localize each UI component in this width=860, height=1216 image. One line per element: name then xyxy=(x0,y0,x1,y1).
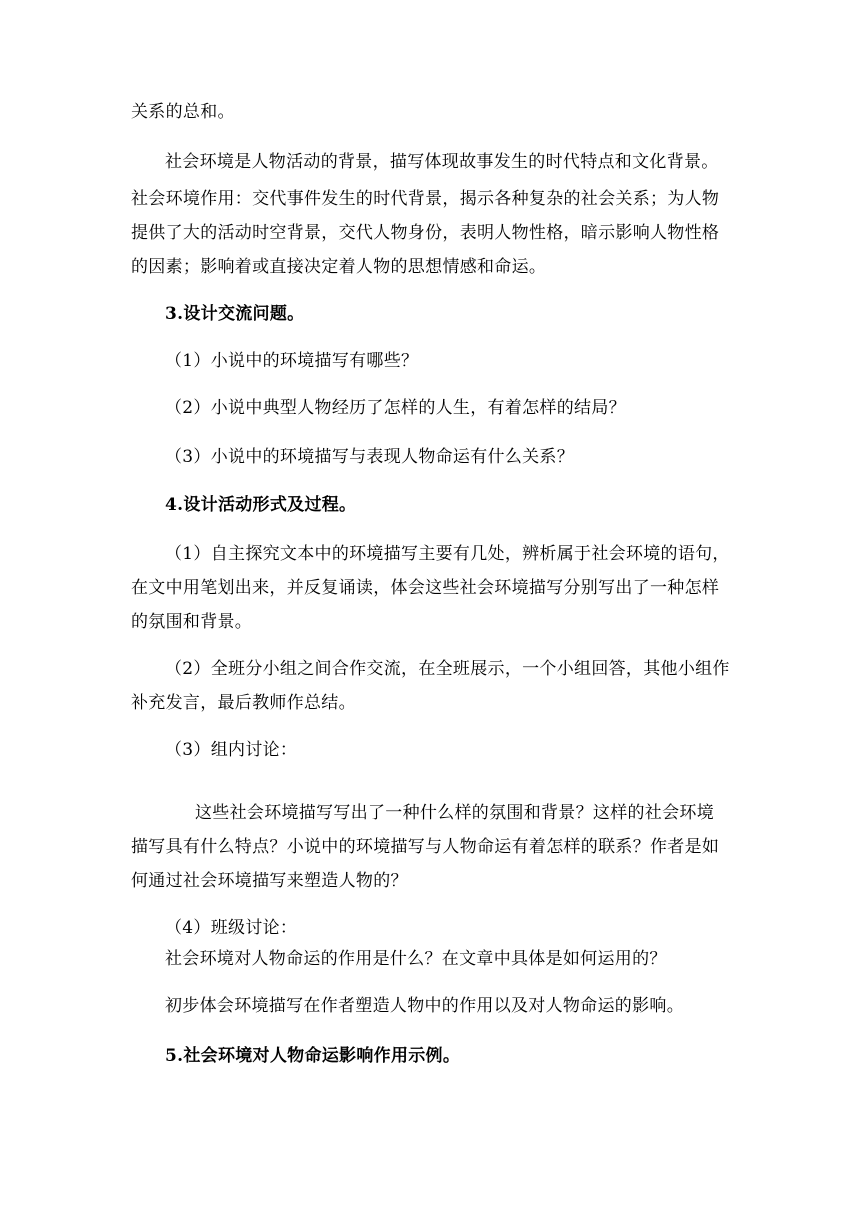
text-line: （3）组内讨论： xyxy=(165,740,298,760)
text-line: 社会环境对人物命运的作用是什么？在文章中具体是如何运用的？ xyxy=(165,949,667,969)
text-line: （1）自主探究文本中的环境描写主要有几处，辨析属于社会环境的语句， xyxy=(165,544,730,564)
text-line: 社会环境是人物活动的背景，描写体现故事发生的时代特点和文化背景。 xyxy=(165,152,719,172)
text-line: （4）班级讨论： xyxy=(165,918,298,938)
text-line: 描写具有什么特点？小说中的环境描写与人物命运有着怎样的联系？作者是如 xyxy=(131,837,720,857)
text-line: 补充发言，最后教师作总结。 xyxy=(131,693,356,713)
question-item: （1）小说中的环境描写有哪些？ xyxy=(165,351,419,371)
section-heading: 4.设计活动形式及过程。 xyxy=(165,495,357,515)
text-line: 何通过社会环境描写来塑造人物的？ xyxy=(131,871,408,891)
question-item: （3）小说中的环境描写与表现人物命运有什么关系？ xyxy=(165,447,575,467)
text-line: 的因素；影响着或直接决定着人物的思想情感和命运。 xyxy=(131,257,547,277)
text-line: 关系的总和。 xyxy=(131,102,235,122)
text-line: 在文中用笔划出来，并反复诵读，体会这些社会环境描写分别写出了一种怎样 xyxy=(131,578,720,598)
section-heading: 3.设计交流问题。 xyxy=(165,304,305,324)
question-item: （2）小说中典型人物经历了怎样的人生，有着怎样的结局？ xyxy=(165,398,626,418)
text-line: 的氛围和背景。 xyxy=(131,612,253,632)
text-line: 初步体会环境描写在作者塑造人物中的作用以及对人物命运的影响。 xyxy=(165,996,684,1016)
text-line: （2）全班分小组之间合作交流，在全班展示，一个小组回答，其他小组作 xyxy=(165,659,730,679)
text-line: 社会环境作用：交代事件发生的时代背景，揭示各种复杂的社会关系；为人物 xyxy=(131,189,720,209)
section-heading: 5.社会环境对人物命运影响作用示例。 xyxy=(165,1046,461,1066)
text-line: 提供了大的活动时空背景，交代人物身份，表明人物性格，暗示影响人物性格 xyxy=(131,223,720,243)
text-line: 这些社会环境描写写出了一种什么样的氛围和背景？这样的社会环境 xyxy=(195,803,714,823)
